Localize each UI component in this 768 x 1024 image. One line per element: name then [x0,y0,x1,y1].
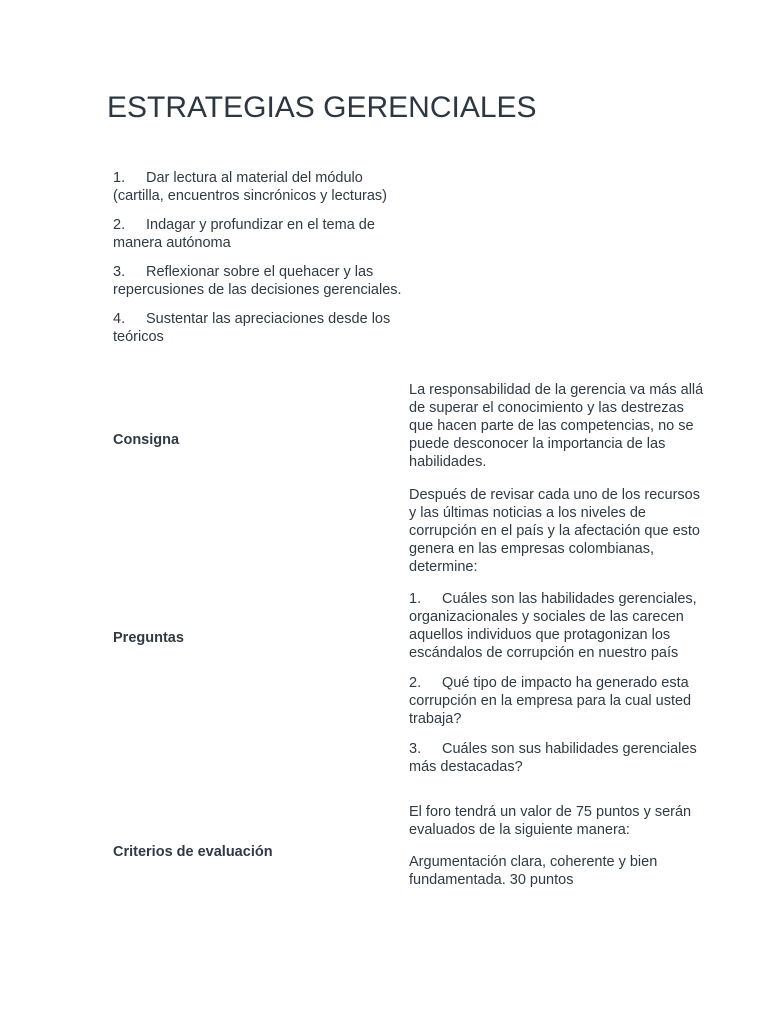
intro-item [113,263,408,299]
consigna-content [409,381,709,485]
question-number: 3. [409,741,422,757]
intro-item-number: 2. [113,217,126,233]
intro-item [113,216,408,252]
intro-list [113,169,408,357]
intro-item-number: 3. [113,264,126,280]
page-title: ESTRATEGIAS GERENCIALES [107,91,537,124]
question-text: Cuáles son sus habilidades gerenciales más destacadas? [409,741,697,775]
consigna-label: Consigna [113,432,180,448]
intro-item [113,310,408,346]
preguntas-intro: Después de revisar cada uno de los recursos y las últimas noticias a los niveles de corrupción en el país y la afectación que esto genera en las empresas colombianas, determine: [409,487,700,575]
intro-item-number: 4. [113,311,126,327]
criterios-item: Argumentación clara, coherente y bien fundamentada. 30 puntos [409,854,658,888]
criterios-intro: El foro tendrá un valor de 75 puntos y serán evaluados de la siguiente manera: [409,804,692,838]
intro-item-number: 1. [113,170,126,186]
question-item [409,674,709,728]
criterios-label: Criterios de evaluación [113,844,273,860]
intro-item [113,169,408,205]
question-item [409,590,709,662]
criterios-content [409,803,709,903]
preguntas-label: Preguntas [113,630,184,646]
question-number: 2. [409,675,422,691]
intro-item-text: Reflexionar sobre el quehacer y las repercusiones de las decisiones gerenciales. [113,264,402,298]
question-text: Cuáles son las habilidades gerenciales, organizacionales y sociales de las carecen aquellos individuos que protagonizan los escándalos de corrupción en nuestro país [409,591,697,661]
intro-item-text: Dar lectura al material del módulo (cartilla, encuentros sincrónicos y lecturas) [113,170,387,204]
consigna-text: La responsabilidad de la gerencia va más allá de superar el conocimiento y las destrezas que hacen parte de las competencias, no se puede desconocer la importancia de las habilidades. [409,382,704,470]
intro-item-text: Sustentar las apreciaciones desde los teóricos [113,311,391,345]
preguntas-content [409,486,709,788]
question-number: 1. [409,591,422,607]
question-text: Qué tipo de impacto ha generado esta corrupción en la empresa para la cual usted trabaja? [409,675,692,727]
intro-item-text: Indagar y profundizar en el tema de manera autónoma [113,217,375,251]
question-item [409,740,709,776]
